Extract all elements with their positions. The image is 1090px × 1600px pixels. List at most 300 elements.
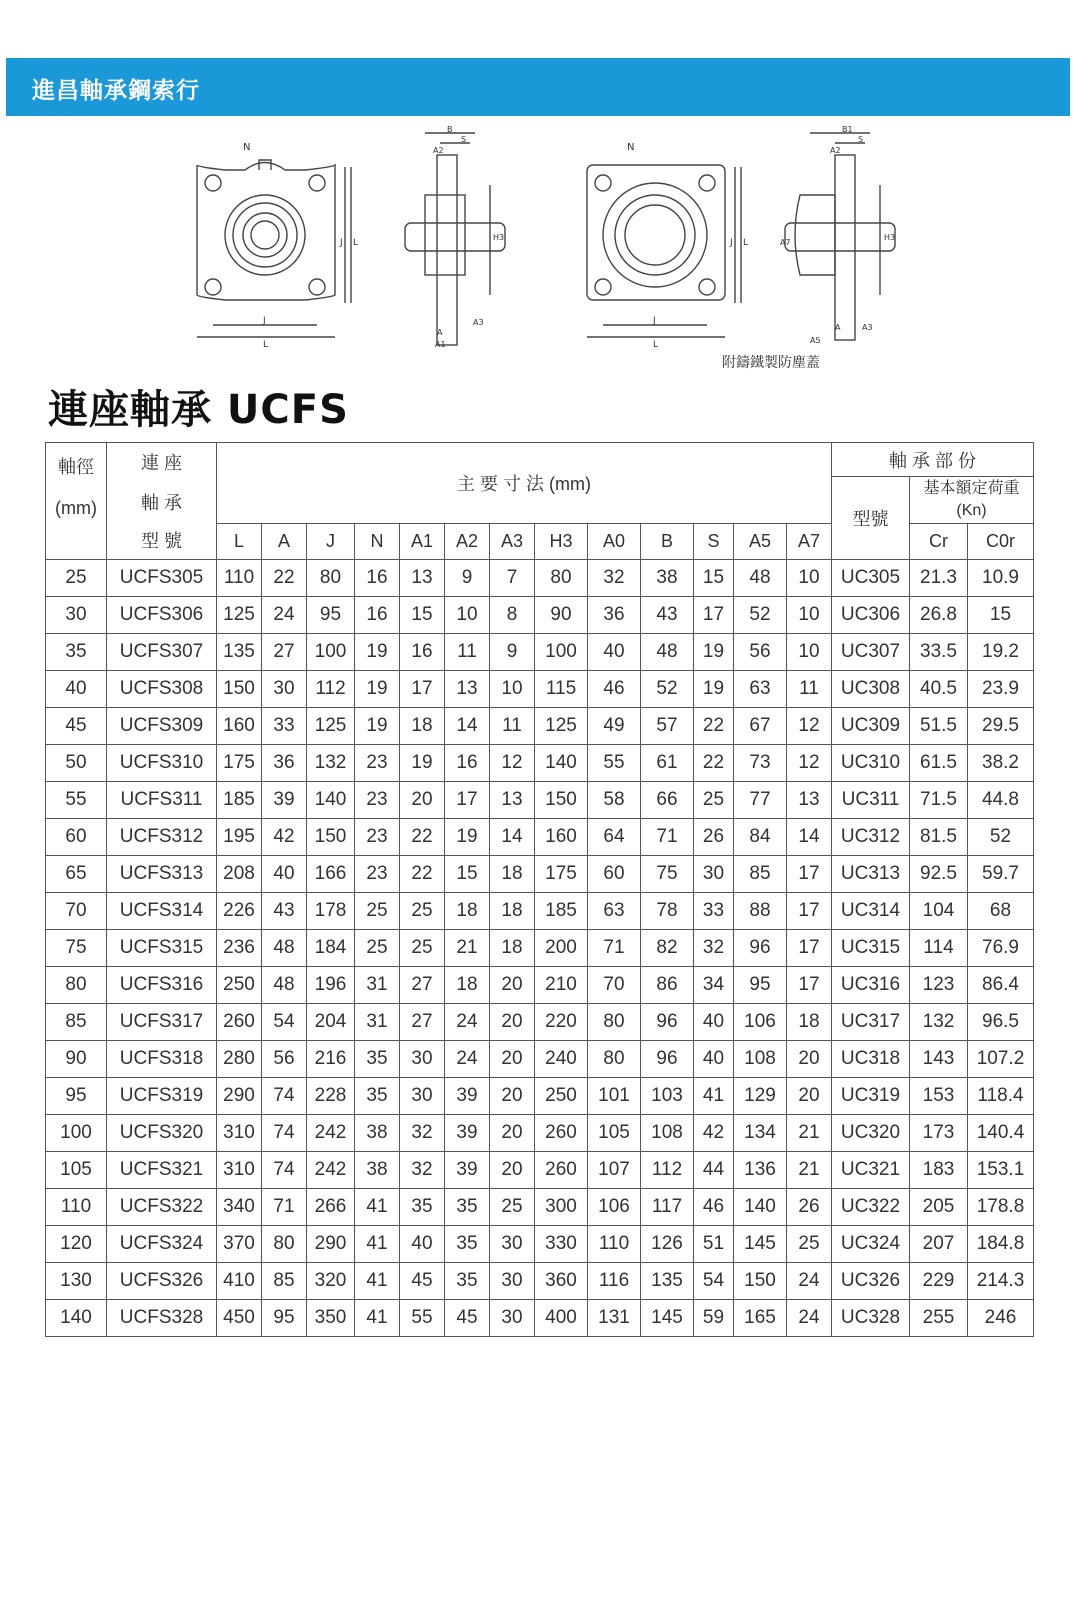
company-title: 進昌軸承鋼索行	[32, 78, 200, 104]
table-cell: 19	[355, 634, 400, 671]
table-cell: 106	[734, 1004, 787, 1041]
table-row	[46, 708, 1034, 745]
table-cell: 20	[400, 782, 445, 819]
table-cell: 145	[641, 1300, 694, 1337]
table-cell: 85	[46, 1004, 107, 1041]
table-cell: 240	[535, 1041, 588, 1078]
table-cell: 18	[490, 930, 535, 967]
table-cell: 33	[262, 708, 307, 745]
table-cell: 150	[217, 671, 262, 708]
table-cell: 85	[734, 856, 787, 893]
technical-drawings	[180, 125, 900, 375]
table-cell: UCFS320	[107, 1115, 217, 1152]
table-cell: 135	[217, 634, 262, 671]
table-cell: 59.7	[968, 856, 1034, 893]
col-a2: A2	[445, 524, 490, 560]
table-cell: 14	[490, 819, 535, 856]
table-cell: 55	[46, 782, 107, 819]
table-cell: 21	[787, 1115, 832, 1152]
table-row	[46, 819, 1034, 856]
table-cell: 125	[217, 597, 262, 634]
table-cell: 17	[787, 893, 832, 930]
table-cell: 22	[262, 560, 307, 597]
table-cell: 150	[535, 782, 588, 819]
table-row	[46, 1004, 1034, 1041]
table-cell: 41	[355, 1263, 400, 1300]
table-cell: 56	[734, 634, 787, 671]
table-cell: 145	[734, 1226, 787, 1263]
table-cell: 74	[262, 1078, 307, 1115]
table-cell: 32	[694, 930, 734, 967]
table-cell: UCFS315	[107, 930, 217, 967]
table-cell: 110	[46, 1189, 107, 1226]
table-cell: 300	[535, 1189, 588, 1226]
table-cell: 23	[355, 856, 400, 893]
table-cell: 117	[641, 1189, 694, 1226]
table-cell: 61.5	[910, 745, 968, 782]
table-cell: 45	[46, 708, 107, 745]
table-cell: 38	[641, 560, 694, 597]
table-cell: 9	[445, 560, 490, 597]
table-cell: 30	[490, 1300, 535, 1337]
col-c0r: C0r	[968, 524, 1034, 560]
table-cell: 42	[694, 1115, 734, 1152]
table-cell: 20	[490, 1078, 535, 1115]
table-cell: 75	[46, 930, 107, 967]
table-cell: 150	[307, 819, 355, 856]
table-cell: 13	[445, 671, 490, 708]
table-cell: 12	[787, 745, 832, 782]
table-cell: 95	[46, 1078, 107, 1115]
table-cell: UC317	[832, 1004, 910, 1041]
table-cell: UCFS318	[107, 1041, 217, 1078]
label-j-2: J	[730, 238, 733, 248]
table-cell: 67	[734, 708, 787, 745]
table-cell: 25	[355, 930, 400, 967]
table-cell: 153	[910, 1078, 968, 1115]
table-row	[46, 597, 1034, 634]
table-cell: 130	[46, 1263, 107, 1300]
table-cell: 71.5	[910, 782, 968, 819]
table-cell: UCFS310	[107, 745, 217, 782]
table-cell: 19	[694, 634, 734, 671]
label-a5: A5	[810, 336, 821, 345]
table-cell: 40	[694, 1041, 734, 1078]
flange-side-view	[395, 125, 515, 355]
table-cell: 31	[355, 967, 400, 1004]
table-cell: 205	[910, 1189, 968, 1226]
product-title: 連座軸承 UCFS	[48, 387, 349, 433]
table-cell: 140	[307, 782, 355, 819]
table-cell: 16	[445, 745, 490, 782]
table-cell: 140	[734, 1189, 787, 1226]
table-cell: 20	[787, 1041, 832, 1078]
label-l-bottom: L	[263, 340, 269, 350]
table-cell: UCFS326	[107, 1263, 217, 1300]
table-cell: 21	[445, 930, 490, 967]
label-b1: B1	[842, 125, 853, 134]
table-cell: 45	[445, 1300, 490, 1337]
table-cell: 26	[694, 819, 734, 856]
table-cell: 20	[787, 1078, 832, 1115]
table-row	[46, 1078, 1034, 1115]
table-cell: 61	[641, 745, 694, 782]
table-cell: 24	[262, 597, 307, 634]
table-cell: 71	[588, 930, 641, 967]
table-cell: 19.2	[968, 634, 1034, 671]
table-cell: 65	[46, 856, 107, 893]
table-cell: 30	[262, 671, 307, 708]
table-cell: 10.9	[968, 560, 1034, 597]
bearing-model-line2: 軸 承	[140, 493, 182, 513]
table-cell: 15	[400, 597, 445, 634]
label-a3: A3	[473, 318, 484, 327]
table-cell: 74	[262, 1152, 307, 1189]
table-row	[46, 893, 1034, 930]
table-cell: 11	[490, 708, 535, 745]
table-cell: 56	[262, 1041, 307, 1078]
table-cell: 95	[734, 967, 787, 1004]
table-cell: 26	[787, 1189, 832, 1226]
table-cell: 35	[400, 1189, 445, 1226]
table-row	[46, 1152, 1034, 1189]
spec-table-body	[46, 560, 1034, 1337]
table-cell: 196	[307, 967, 355, 1004]
table-cell: 18	[787, 1004, 832, 1041]
table-cell: 80	[262, 1226, 307, 1263]
table-cell: UCFS316	[107, 967, 217, 1004]
table-cell: 40.5	[910, 671, 968, 708]
table-cell: 33	[694, 893, 734, 930]
table-cell: 101	[588, 1078, 641, 1115]
bearing-model-header	[107, 443, 217, 560]
table-cell: 17	[694, 597, 734, 634]
table-cell: 207	[910, 1226, 968, 1263]
table-cell: 16	[355, 560, 400, 597]
table-cell: 204	[307, 1004, 355, 1041]
table-cell: 39	[445, 1078, 490, 1115]
table-cell: 330	[535, 1226, 588, 1263]
table-cell: 32	[588, 560, 641, 597]
table-cell: 60	[588, 856, 641, 893]
table-cell: 25	[355, 893, 400, 930]
table-cell: UC324	[832, 1226, 910, 1263]
table-cell: 76.9	[968, 930, 1034, 967]
bearing-part-header: 軸 承 部 份	[832, 443, 1034, 477]
table-cell: 41	[355, 1226, 400, 1263]
table-row	[46, 1263, 1034, 1300]
table-cell: 18	[490, 856, 535, 893]
table-cell: UC309	[832, 708, 910, 745]
table-cell: 108	[734, 1041, 787, 1078]
col-a1: A1	[400, 524, 445, 560]
table-cell: 30	[400, 1078, 445, 1115]
table-cell: 35	[46, 634, 107, 671]
table-cell: 26.8	[910, 597, 968, 634]
table-cell: 70	[588, 967, 641, 1004]
table-cell: 17	[787, 930, 832, 967]
table-cell: 23.9	[968, 671, 1034, 708]
table-cell: 19	[694, 671, 734, 708]
table-cell: 250	[535, 1078, 588, 1115]
table-cell: 36	[588, 597, 641, 634]
table-cell: 49	[588, 708, 641, 745]
load-rating-label: 基本額定荷重	[923, 480, 1020, 497]
table-cell: 35	[445, 1189, 490, 1226]
table-cell: 11	[445, 634, 490, 671]
table-cell: 103	[641, 1078, 694, 1115]
table-cell: 10	[787, 597, 832, 634]
table-cell: 96	[641, 1041, 694, 1078]
label-h3: H3	[493, 233, 505, 242]
table-cell: 12	[787, 708, 832, 745]
table-cell: UCFS324	[107, 1226, 217, 1263]
table-cell: UC306	[832, 597, 910, 634]
flange-cover-front-view	[575, 125, 755, 355]
table-cell: 38	[355, 1115, 400, 1152]
table-cell: 25	[490, 1189, 535, 1226]
table-row	[46, 967, 1034, 1004]
table-cell: 450	[217, 1300, 262, 1337]
bearing-model-line1: 連 座	[140, 453, 182, 473]
table-cell: 226	[217, 893, 262, 930]
table-cell: 84	[734, 819, 787, 856]
table-cell: 24	[445, 1004, 490, 1041]
table-cell: 24	[787, 1300, 832, 1337]
table-cell: 10	[787, 634, 832, 671]
table-cell: 43	[262, 893, 307, 930]
table-cell: 59	[694, 1300, 734, 1337]
table-cell: UCFS311	[107, 782, 217, 819]
table-cell: 14	[445, 708, 490, 745]
table-cell: 48	[734, 560, 787, 597]
table-cell: 58	[588, 782, 641, 819]
table-cell: 41	[694, 1078, 734, 1115]
table-cell: 10	[787, 560, 832, 597]
table-cell: 236	[217, 930, 262, 967]
table-cell: 40	[400, 1226, 445, 1263]
table-cell: 35	[445, 1263, 490, 1300]
table-cell: UCFS319	[107, 1078, 217, 1115]
col-a7: A7	[787, 524, 832, 560]
table-cell: 86.4	[968, 967, 1034, 1004]
table-cell: 52	[641, 671, 694, 708]
table-row	[46, 671, 1034, 708]
table-cell: 43	[641, 597, 694, 634]
table-cell: 112	[307, 671, 355, 708]
table-cell: 41	[355, 1300, 400, 1337]
table-cell: UCFS314	[107, 893, 217, 930]
table-cell: 29.5	[968, 708, 1034, 745]
table-cell: 36	[262, 745, 307, 782]
table-cell: 160	[217, 708, 262, 745]
table-cell: 27	[400, 967, 445, 1004]
table-cell: 140	[46, 1300, 107, 1337]
table-cell: 20	[490, 1041, 535, 1078]
table-cell: 115	[535, 671, 588, 708]
table-cell: 310	[217, 1115, 262, 1152]
table-cell: 242	[307, 1152, 355, 1189]
table-cell: 11	[787, 671, 832, 708]
table-cell: 116	[588, 1263, 641, 1300]
label-l: L	[353, 238, 359, 248]
table-cell: 22	[694, 708, 734, 745]
table-cell: 21.3	[910, 560, 968, 597]
table-cell: 68	[968, 893, 1034, 930]
table-cell: 78	[641, 893, 694, 930]
label-a1: A1	[435, 340, 446, 349]
table-cell: 310	[217, 1152, 262, 1189]
table-row	[46, 1041, 1034, 1078]
table-cell: 185	[535, 893, 588, 930]
shaft-dia-header	[46, 443, 107, 560]
table-cell: 400	[535, 1300, 588, 1337]
table-row	[46, 1226, 1034, 1263]
table-cell: 19	[445, 819, 490, 856]
table-cell: 32	[400, 1115, 445, 1152]
table-cell: UCFS321	[107, 1152, 217, 1189]
table-cell: 16	[400, 634, 445, 671]
table-cell: 21	[787, 1152, 832, 1189]
label-a-2: A	[835, 323, 841, 332]
flange-front-view	[185, 125, 365, 355]
bearing-model-line3: 型 號	[140, 531, 182, 551]
shaft-dia-unit: (mm)	[55, 498, 97, 518]
table-cell: 9	[490, 634, 535, 671]
table-cell: 175	[217, 745, 262, 782]
table-cell: 52	[968, 819, 1034, 856]
table-cell: 18	[490, 893, 535, 930]
label-a7: A7	[780, 238, 791, 247]
label-j: J	[340, 238, 343, 248]
table-row	[46, 930, 1034, 967]
label-a3-2: A3	[862, 323, 873, 332]
table-cell: 35	[445, 1226, 490, 1263]
table-cell: UCFS308	[107, 671, 217, 708]
table-cell: UC322	[832, 1189, 910, 1226]
table-cell: 126	[641, 1226, 694, 1263]
table-cell: 131	[588, 1300, 641, 1337]
col-s: S	[694, 524, 734, 560]
table-cell: 150	[734, 1263, 787, 1300]
table-cell: 46	[694, 1189, 734, 1226]
table-cell: 178.8	[968, 1189, 1034, 1226]
label-j-bottom: J	[263, 316, 266, 326]
flange-cover-side-view	[780, 125, 910, 355]
table-cell: 52	[734, 597, 787, 634]
table-cell: 166	[307, 856, 355, 893]
table-cell: 105	[46, 1152, 107, 1189]
table-cell: 38	[355, 1152, 400, 1189]
table-cell: 81.5	[910, 819, 968, 856]
table-cell: 107	[588, 1152, 641, 1189]
table-cell: 165	[734, 1300, 787, 1337]
table-cell: 18	[445, 893, 490, 930]
table-cell: 71	[641, 819, 694, 856]
table-cell: 66	[641, 782, 694, 819]
table-cell: 80	[535, 560, 588, 597]
table-cell: 30	[46, 597, 107, 634]
table-cell: UC310	[832, 745, 910, 782]
table-cell: 48	[262, 967, 307, 1004]
table-cell: 360	[535, 1263, 588, 1300]
table-cell: 185	[217, 782, 262, 819]
table-cell: 120	[46, 1226, 107, 1263]
table-cell: 175	[535, 856, 588, 893]
table-cell: 20	[490, 1152, 535, 1189]
table-cell: 25	[400, 930, 445, 967]
table-cell: UC313	[832, 856, 910, 893]
table-cell: UCFS306	[107, 597, 217, 634]
table-cell: UC326	[832, 1263, 910, 1300]
table-cell: 27	[400, 1004, 445, 1041]
label-s-2: S	[858, 135, 864, 144]
table-cell: 370	[217, 1226, 262, 1263]
table-cell: 107.2	[968, 1041, 1034, 1078]
table-cell: 17	[787, 967, 832, 1004]
table-cell: 96	[734, 930, 787, 967]
table-cell: 20	[490, 1115, 535, 1152]
table-cell: 90	[535, 597, 588, 634]
table-cell: 140.4	[968, 1115, 1034, 1152]
table-cell: 92.5	[910, 856, 968, 893]
table-cell: 55	[400, 1300, 445, 1337]
table-cell: 32	[400, 1152, 445, 1189]
table-row	[46, 1115, 1034, 1152]
table-cell: 40	[588, 634, 641, 671]
table-cell: UC321	[832, 1152, 910, 1189]
table-cell: UC314	[832, 893, 910, 930]
col-b: B	[641, 524, 694, 560]
diagram-caption: 附鑄鐵製防塵蓋	[722, 355, 820, 371]
table-cell: 24	[787, 1263, 832, 1300]
table-row	[46, 1300, 1034, 1337]
table-cell: UC312	[832, 819, 910, 856]
table-cell: 13	[490, 782, 535, 819]
table-cell: 30	[490, 1263, 535, 1300]
table-cell: 38.2	[968, 745, 1034, 782]
col-a: A	[262, 524, 307, 560]
table-cell: 25	[46, 560, 107, 597]
table-cell: 40	[694, 1004, 734, 1041]
table-cell: 242	[307, 1115, 355, 1152]
table-cell: 208	[217, 856, 262, 893]
table-cell: 55	[588, 745, 641, 782]
table-cell: 10	[490, 671, 535, 708]
table-cell: 19	[355, 708, 400, 745]
table-row	[46, 560, 1034, 597]
table-cell: 30	[694, 856, 734, 893]
table-cell: 71	[262, 1189, 307, 1226]
table-cell: 132	[307, 745, 355, 782]
table-cell: 44.8	[968, 782, 1034, 819]
label-s: S	[461, 135, 467, 144]
table-cell: 320	[307, 1263, 355, 1300]
table-cell: 15	[445, 856, 490, 893]
table-cell: 112	[641, 1152, 694, 1189]
table-cell: 410	[217, 1263, 262, 1300]
table-cell: 73	[734, 745, 787, 782]
table-cell: 15	[968, 597, 1034, 634]
table-cell: 184	[307, 930, 355, 967]
table-cell: 19	[400, 745, 445, 782]
table-row	[46, 1189, 1034, 1226]
table-cell: 96.5	[968, 1004, 1034, 1041]
table-cell: 108	[641, 1115, 694, 1152]
col-a0: A0	[588, 524, 641, 560]
table-row	[46, 745, 1034, 782]
table-cell: 183	[910, 1152, 968, 1189]
